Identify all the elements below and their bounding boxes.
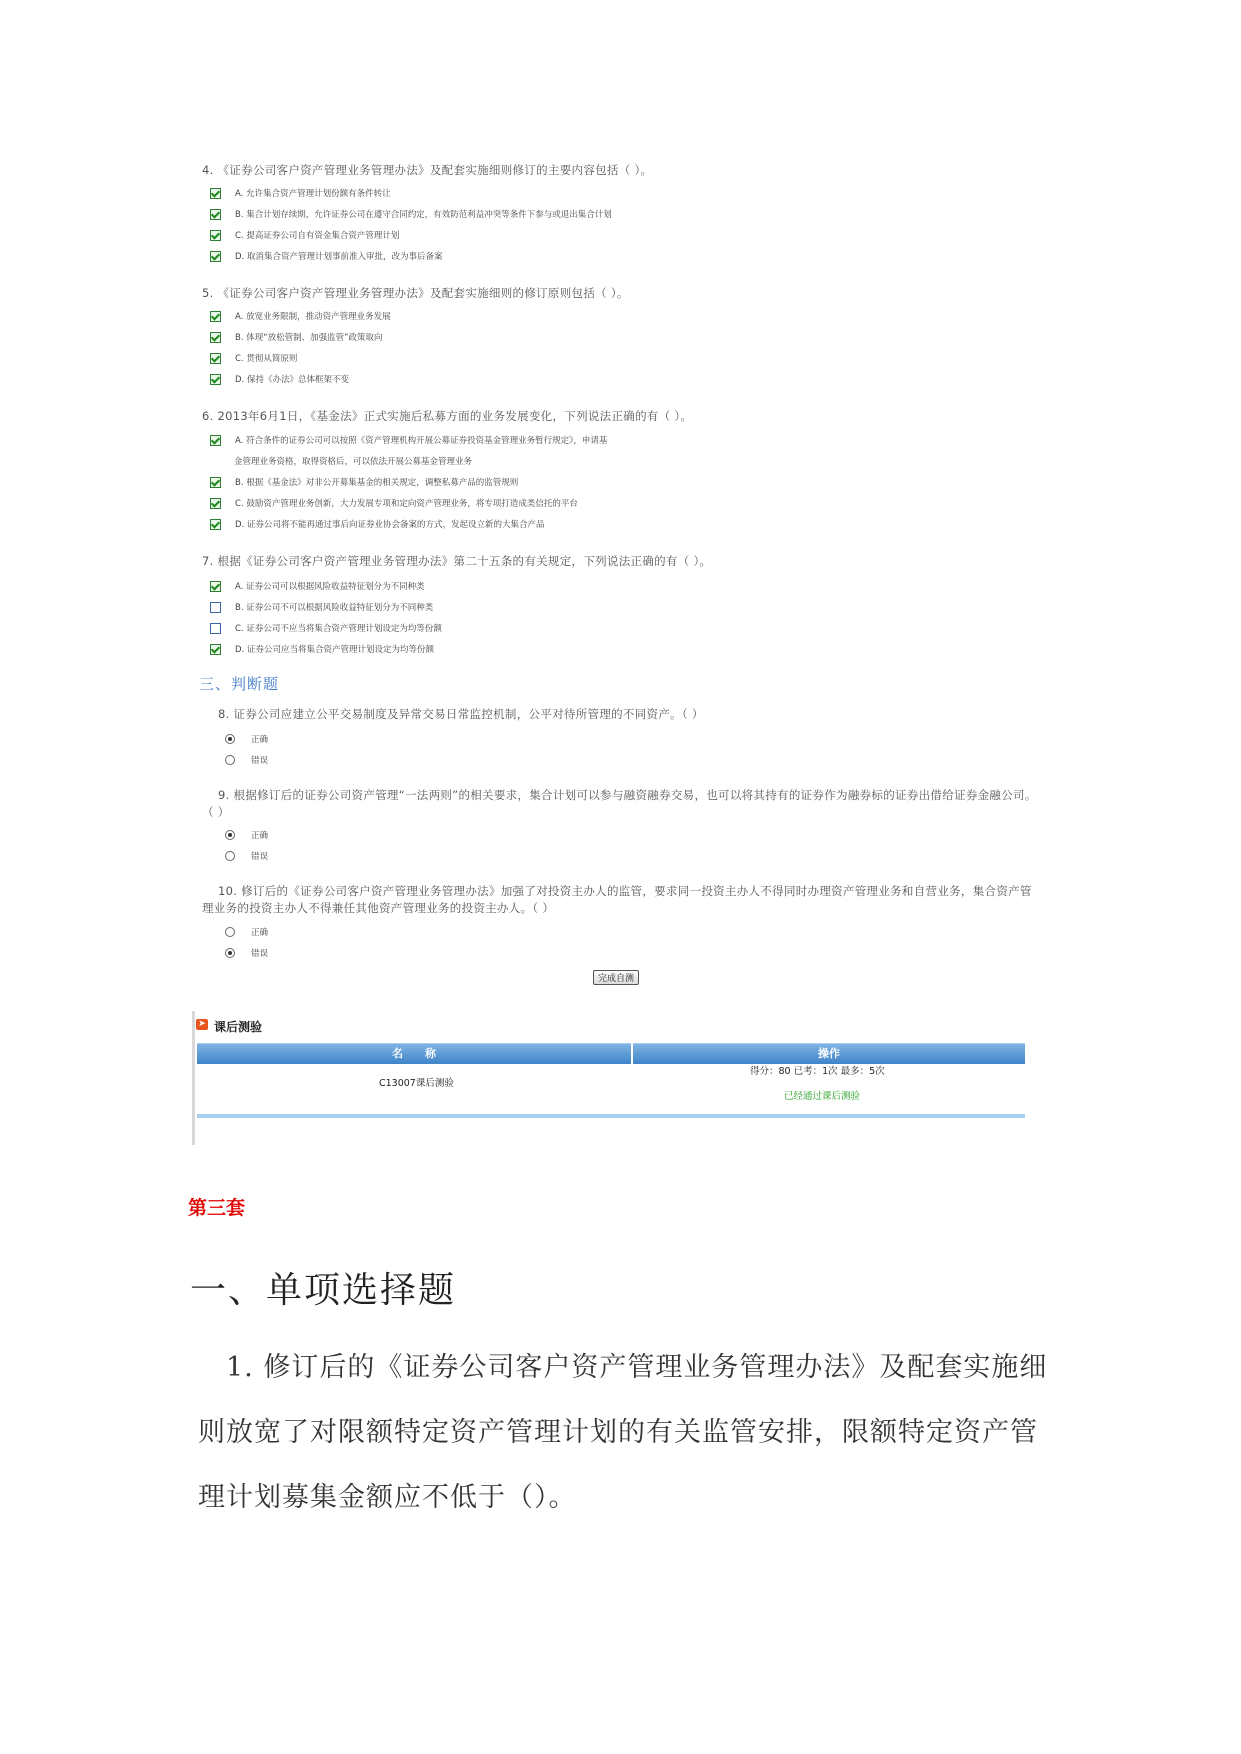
radio-unselected-icon[interactable] — [225, 755, 235, 765]
option-5c[interactable]: C. 贯彻从简原则 — [210, 352, 297, 364]
panel-edge — [192, 1011, 195, 1145]
checkbox-checked-icon[interactable] — [210, 519, 221, 530]
option-6c[interactable]: C. 鼓励资产管理业务创新，大力发展专项和定向资产管理业务，将专项打造成类信托的平台 — [210, 497, 578, 509]
radio-unselected-icon[interactable] — [225, 851, 235, 861]
question-10: 10. 修订后的《证券公司客户资产管理业务管理办法》加强了对投资主办人的监管，要求同一投资主办人不得同时办理资产管理业务和自营业务，集合资产管理业务的投资主办人不得兼任其他资产管理业务的投资主办人。（ ） — [202, 884, 1032, 915]
question-6: 6. 2013年6月1日，《基金法》正式实施后私募方面的业务发展变化，下列说法正确的有（ ）。 — [202, 409, 693, 423]
option-8-wrong[interactable]: 错误 — [225, 754, 268, 766]
question-9: 9. 根据修订后的证券公司资产管理“一法两则”的相关要求，集合计划可以参与融资融券交易，也可以将其持有的证券作为融券标的证券出借给证券金融公司。（ ） — [202, 788, 1037, 819]
checkbox-checked-icon[interactable] — [210, 230, 221, 241]
post-test-panel — [192, 1011, 1055, 1145]
panel-title: 课后测验 — [214, 1020, 263, 1034]
checkbox-checked-icon[interactable] — [210, 353, 221, 364]
checkbox-checked-icon[interactable] — [210, 374, 221, 385]
set-title: 第三套 — [188, 1197, 246, 1219]
test-status[interactable]: 已经通过课后测验 — [784, 1091, 861, 1102]
option-6a[interactable]: A. 符合条件的证券公司可以按照《资产管理机构开展公募证券投资基金管理业务暂行规定》，申请基 — [210, 434, 607, 446]
checkbox-unchecked-icon[interactable] — [210, 602, 221, 613]
option-7a[interactable]: A. 证券公司可以根据风险收益特征划分为不同种类 — [210, 580, 425, 592]
checkbox-checked-icon[interactable] — [210, 251, 221, 262]
option-9-wrong[interactable]: 错误 — [225, 850, 268, 862]
radio-selected-icon[interactable] — [225, 734, 235, 744]
question-4: 4. 《证券公司客户资产管理业务管理办法》及配套实施细则修订的主要内容包括（ ）。 — [202, 163, 653, 177]
option-7b[interactable]: B. 证券公司不可以根据风险收益特征划分为不同种类 — [210, 601, 433, 613]
checkbox-unchecked-icon[interactable] — [210, 623, 221, 634]
option-9-correct[interactable]: 正确 — [225, 829, 268, 841]
column-header-action: 操作 — [633, 1043, 1025, 1064]
section-title-judgment: 三、判断题 — [199, 675, 280, 693]
table-bottom-bar — [197, 1114, 1025, 1118]
radio-unselected-icon[interactable] — [225, 927, 235, 937]
checkbox-checked-icon[interactable] — [210, 498, 221, 509]
question-5: 5. 《证券公司客户资产管理业务管理办法》及配套实施细则的修订原则包括（ ）。 — [202, 286, 629, 300]
radio-selected-icon[interactable] — [225, 830, 235, 840]
finish-self-test-button[interactable]: 完成自测 — [593, 970, 639, 985]
section-heading: 一、单项选择题 — [190, 1270, 457, 1311]
option-8-correct[interactable]: 正确 — [225, 733, 268, 745]
checkbox-checked-icon[interactable] — [210, 435, 221, 446]
checkbox-checked-icon[interactable] — [210, 311, 221, 322]
option-7d[interactable]: D. 证券公司应当将集合资产管理计划设定为均等份额 — [210, 643, 434, 655]
option-7c[interactable]: C. 证券公司不应当将集合资产管理计划设定为均等份额 — [210, 622, 442, 634]
arrow-icon: ➤ — [196, 1019, 208, 1030]
checkbox-checked-icon[interactable] — [210, 644, 221, 655]
checkbox-checked-icon[interactable] — [210, 581, 221, 592]
question-8: 8. 证券公司应建立公平交易制度及异常交易日常监控机制，公平对待所管理的不同资产。（ ） — [218, 707, 704, 721]
checkbox-checked-icon[interactable] — [210, 332, 221, 343]
option-6a-continued: 金管理业务资格，取得资格后，可以依法开展公募基金管理业务 — [234, 457, 473, 467]
radio-selected-icon[interactable] — [225, 948, 235, 958]
option-5b[interactable]: B. 体现“放松管制、加强监管”政策取向 — [210, 331, 383, 343]
question-paragraph: 1. 修订后的《证券公司客户资产管理业务管理办法》及配套实施细则放宽了对限额特定资产管理计划的有关监管安排，限额特定资产管理计划募集金额应不低于（）。 — [198, 1352, 1048, 1513]
test-name: C13007课后测验 — [379, 1078, 454, 1089]
option-6b[interactable]: B. 根据《基金法》对非公开募集基金的相关规定，调整私募产品的监管规则 — [210, 476, 518, 488]
option-10-correct[interactable]: 正确 — [225, 926, 268, 938]
checkbox-checked-icon[interactable] — [210, 209, 221, 220]
checkbox-checked-icon[interactable] — [210, 188, 221, 199]
option-5a[interactable]: A. 放宽业务限制，推动资产管理业务发展 — [210, 310, 391, 322]
question-7: 7. 根据《证券公司客户资产管理业务管理办法》第二十五条的有关规定，下列说法正确的有（ ）。 — [202, 554, 712, 568]
test-score: 得分：80 已考：1次 最多：5次 — [750, 1066, 885, 1077]
option-4b[interactable]: B. 集合计划存续期，允许证券公司在遵守合同约定，有效防范利益冲突等条件下参与或退出集合计划 — [210, 208, 612, 220]
checkbox-checked-icon[interactable] — [210, 477, 221, 488]
option-4a[interactable]: A. 允许集合资产管理计划份额有条件转让 — [210, 187, 391, 199]
column-header-name: 名 称 — [197, 1043, 631, 1064]
option-4c[interactable]: C. 提高证券公司自有资金集合资产管理计划 — [210, 229, 399, 241]
option-5d[interactable]: D. 保持《办法》总体框架不变 — [210, 373, 349, 385]
option-10-wrong[interactable]: 错误 — [225, 947, 268, 959]
option-4d[interactable]: D. 取消集合资产管理计划事前准入审批，改为事后备案 — [210, 250, 442, 262]
option-6d[interactable]: D. 证券公司将不能再通过事后向证券业协会备案的方式，发起设立新的大集合产品 — [210, 518, 544, 530]
